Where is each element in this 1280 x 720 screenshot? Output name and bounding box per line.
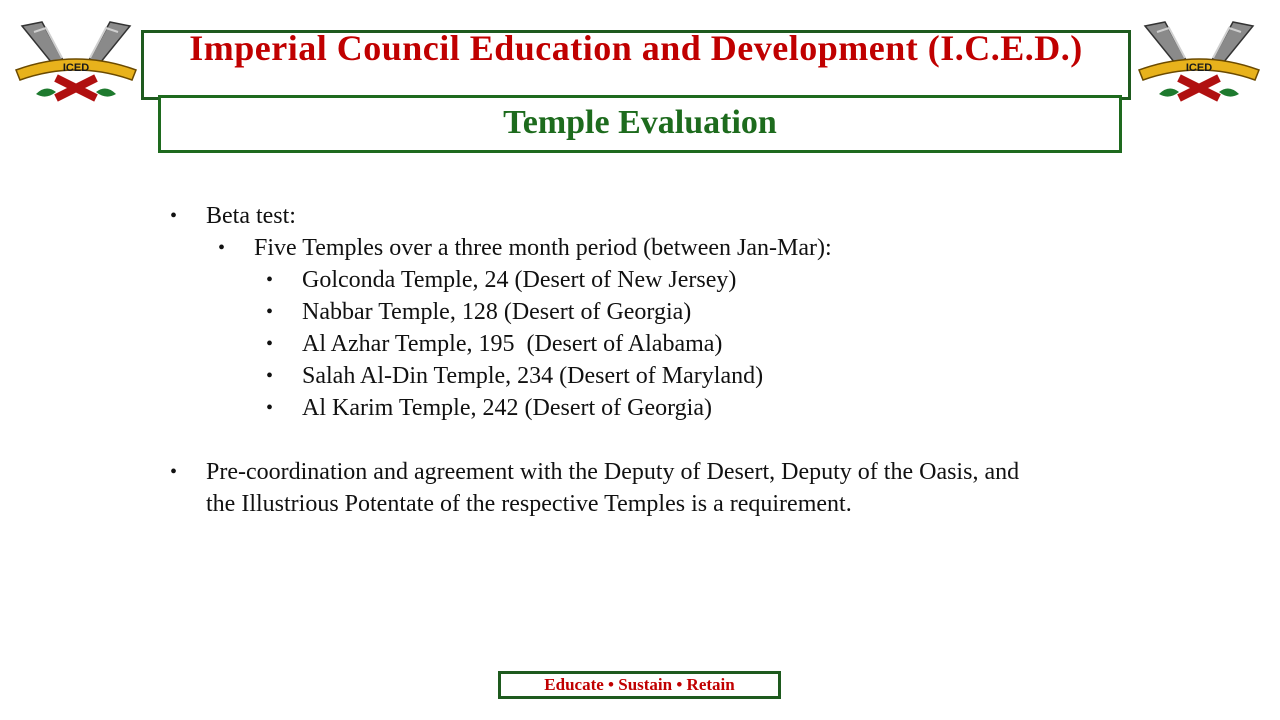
bullet-dot: • bbox=[266, 365, 274, 387]
bullet-dot: • bbox=[266, 333, 274, 355]
slide-title: Imperial Council Education and Development (I.C.E.D.) bbox=[189, 28, 1083, 68]
temple-item: Golconda Temple, 24 (Desert of New Jersey) bbox=[302, 267, 737, 293]
bullet-coordination-line2: the Illustrious Potentate of the respective Temples is a requirement. bbox=[206, 491, 852, 517]
temple-item: Al Karim Temple, 242 (Desert of Georgia) bbox=[302, 395, 712, 421]
svg-text:ICED: ICED bbox=[1185, 62, 1213, 74]
subtitle-frame bbox=[158, 95, 1122, 153]
bullet-dot: • bbox=[266, 269, 274, 291]
bullet-dot: • bbox=[170, 461, 178, 483]
temple-item: Nabbar Temple, 128 (Desert of Georgia) bbox=[302, 299, 692, 325]
bullet-five-temples: Five Temples over a three month period (between Jan-Mar): bbox=[254, 235, 832, 261]
bullet-beta-test: Beta test: bbox=[206, 203, 296, 229]
bullet-coordination-line1: Pre-coordination and agreement with the Deputy of Desert, Deputy of the Oasis, and bbox=[206, 459, 1020, 485]
svg-text:ICED: ICED bbox=[62, 62, 90, 74]
bullet-dot: • bbox=[266, 301, 274, 323]
bullet-dot: • bbox=[266, 397, 274, 419]
iced-logo-left bbox=[12, 18, 140, 104]
footer-frame bbox=[498, 671, 781, 699]
bullet-dot: • bbox=[170, 205, 178, 227]
temple-item: Salah Al-Din Temple, 234 (Desert of Maryland) bbox=[302, 363, 764, 389]
iced-logo-right bbox=[1135, 18, 1263, 104]
footer-motto: Educate • Sustain • Retain bbox=[544, 675, 735, 694]
slide-subtitle: Temple Evaluation bbox=[503, 104, 777, 141]
temple-item: Al Azhar Temple, 195 (Desert of Alabama) bbox=[302, 331, 723, 357]
bullet-dot: • bbox=[218, 237, 226, 259]
